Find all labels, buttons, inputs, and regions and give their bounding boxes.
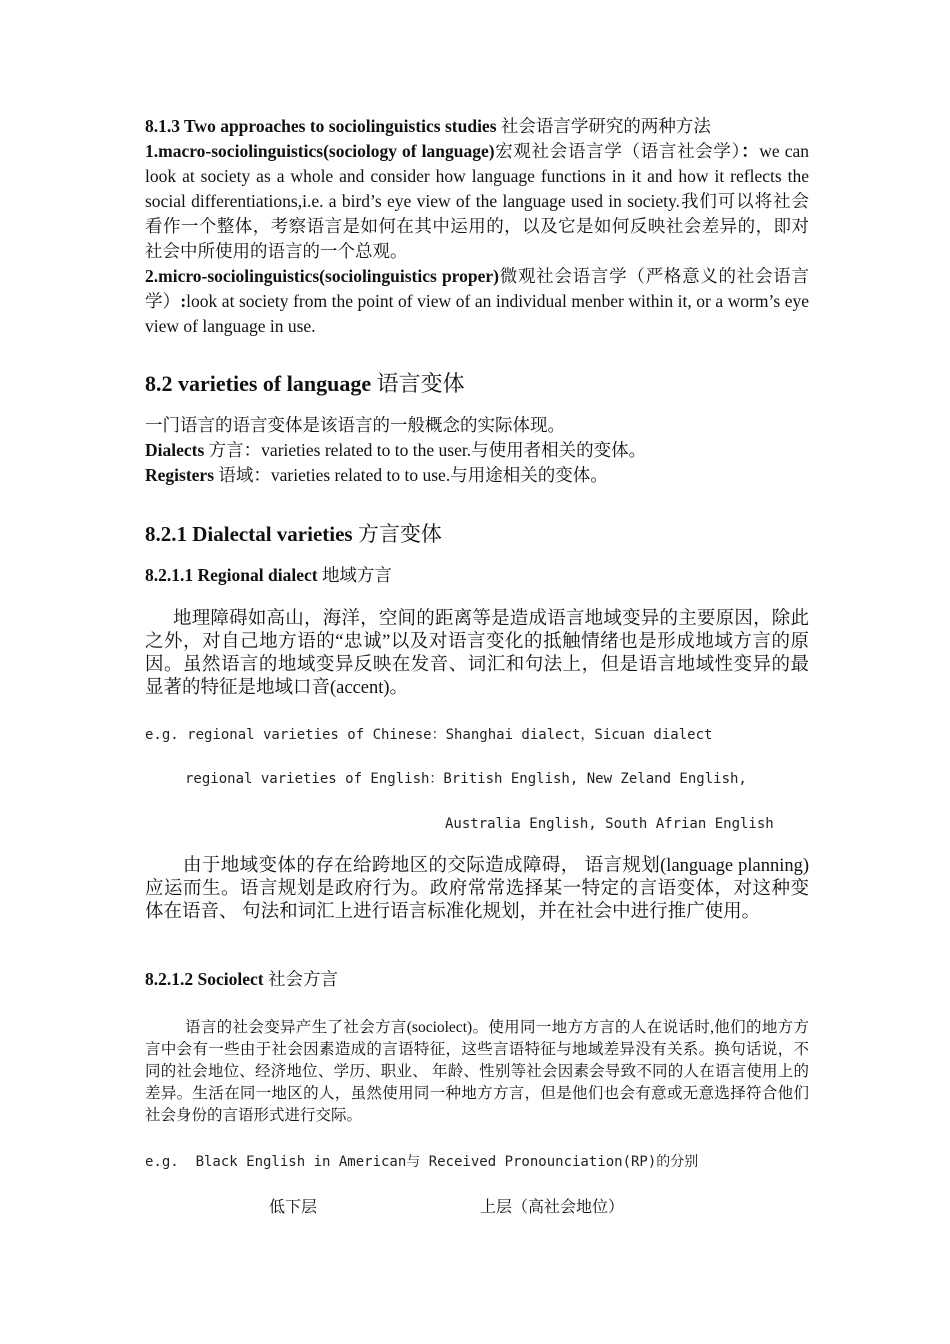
dialects-line: [145, 438, 809, 463]
heading-8-2-1-1: [145, 562, 809, 588]
micro-term: 2.micro-sociolinguistics(sociolinguistics proper): [145, 266, 499, 286]
section-8-2-body: [145, 413, 809, 488]
regional-paragraph-block: [145, 608, 809, 700]
micro-cn: 微观社会语言学（严格意义的社会语言学）: [145, 266, 809, 311]
registers-text: 语域：varieties related to to use.与用途相关的变体。: [214, 465, 608, 485]
varieties-intro: 一门语言的语言变体是该语言的一般概念的实际体现。: [145, 415, 565, 435]
micro-paragraph: [145, 264, 809, 339]
registers-line: [145, 463, 809, 488]
regional-example-chinese: e.g. regional varieties of Chinese：Shanghai dialect，Sicuan dialect: [145, 727, 713, 743]
heading-8-2-1-cn: 方言变体: [352, 522, 442, 546]
sociolect-paragraph: 语言的社会变异产生了社会方言(sociolect)。使用同一地方方言的人在说话时,他们的地方方言中会有一些由于社会因素造成的言语特征，这些言语特征与地域差异没有关系。换句话说，不同的社会地位、经济地位、学历、职业、 年龄、性别等社会因素会导致不同的人在语言使用上的差异。生活在同一地区的人，虽然使用同一种地方方言，但是他们也会有意或无意选择符合他们社会身份的言语形式进行交际。: [145, 1019, 809, 1124]
dialects-term: Dialects: [145, 440, 205, 460]
macro-cn: 宏观社会语言学（语言社会学）: [494, 141, 742, 161]
heading-8-2-1-1-cn: 地域方言: [317, 565, 392, 585]
section-8-2-1-1: [145, 562, 809, 588]
micro-text: look at society from the point of view of an individual menber within it, or a worm’s eye view of language in use.: [145, 291, 810, 336]
heading-8-2-cn: 语言变体: [371, 371, 465, 396]
heading-8-1-3-cn: 社会语言学研究的两种方法: [496, 116, 711, 136]
section-8-2-1: [145, 519, 809, 549]
heading-8-2-1-2-en: 8.2.1.2 Sociolect: [145, 969, 264, 989]
sociolect-block: [145, 1017, 809, 1127]
regional-example-english-cont: Australia English, South Afrian English: [445, 816, 774, 832]
regional-example-english: regional varieties of English：British English, New Zeland English,: [185, 771, 747, 787]
heading-8-2-1: [145, 519, 809, 549]
heading-8-1-3-en: 8.1.3 Two approaches to sociolinguistics studies: [145, 116, 497, 136]
heading-8-2-en: 8.2 varieties of language: [145, 371, 372, 396]
language-planning-paragraph: 由于地域变体的存在给跨地区的交际造成障碍， 语言规划(language planning)应运而生。语言规划是政府行为。政府常常选择某一特定的言语变体，对这种变体在语音、 句法和词汇上进行语言标准化规划，并在社会中进行推广使用。: [145, 856, 809, 922]
heading-8-2-1-1-en: 8.2.1.1 Regional dialect: [145, 565, 318, 585]
regional-paragraph: 地理障碍如高山，海洋，空间的距离等是造成语言地域变异的主要原因，除此之外，对自己地方语的“忠诚”以及对语言变化的抵触情绪也是形成地域方言的原因。虽然语言的地域变异反映在发音、词汇和句法上，但是语言地域性变异的最显著的特征是地域口音(accent)。: [145, 609, 809, 698]
micro-colon: :: [180, 291, 187, 311]
macro-paragraph: [145, 139, 809, 264]
heading-8-2-1-2: [145, 966, 809, 992]
heading-8-2-1-en: 8.2.1 Dialectal varieties: [145, 522, 353, 546]
section-8-2-1-2: [145, 966, 809, 992]
dialects-text: 方言：varieties related to to the user.与使用者相关的变体。: [204, 440, 647, 460]
registers-term: Registers: [145, 465, 215, 485]
heading-8-1-3: [145, 114, 809, 139]
section-8-2: [145, 369, 809, 399]
column-high-class: 上层（高社会地位）: [480, 1199, 625, 1216]
macro-text: we can look at society as a whole and consider how language functions in it and how it reflects the social differentiations,i.e. a bird’s eye view of the language used in society.我们可以将社会看作一个整体，考察语言是如何在其中运用的，以及它是如何反映社会差异的，即对社会中所使用的语言的一个总观。: [145, 141, 809, 261]
language-planning-block: [145, 855, 809, 924]
section-8-1-3: [145, 114, 809, 339]
macro-term: 1.macro-sociolinguistics(sociology of language): [145, 141, 495, 161]
column-low-class: 低下层: [269, 1199, 318, 1216]
heading-8-2: [145, 369, 809, 399]
macro-colon: ：: [741, 141, 760, 161]
sociolect-example: e.g. Black English in American与 Received Pronounciation(RP)的分别: [145, 1154, 699, 1170]
heading-8-2-1-2-cn: 社会方言: [263, 969, 338, 989]
